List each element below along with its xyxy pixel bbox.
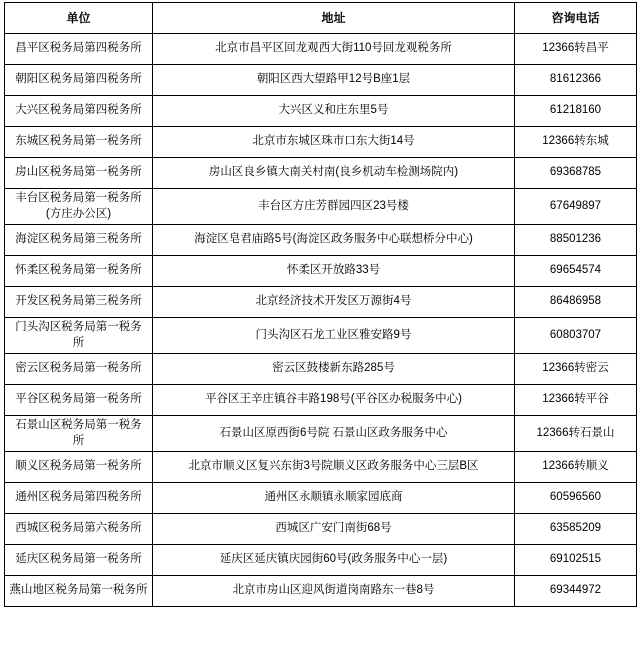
cell-address: 大兴区义和庄东里5号 (153, 96, 515, 127)
cell-address: 门头沟区石龙工业区雅安路9号 (153, 318, 515, 354)
column-header-phone: 咨询电话 (515, 3, 637, 34)
cell-phone: 69368785 (515, 158, 637, 189)
table-row (5, 225, 637, 256)
cell-phone: 86486958 (515, 287, 637, 318)
cell-unit: 东城区税务局第一税务所 (5, 127, 153, 158)
table-header (5, 3, 637, 34)
cell-phone: 60803707 (515, 318, 637, 354)
cell-unit: 房山区税务局第一税务所 (5, 158, 153, 189)
cell-unit: 朝阳区税务局第四税务所 (5, 65, 153, 96)
table-row (5, 96, 637, 127)
cell-address: 通州区永顺镇永顺家园底商 (153, 483, 515, 514)
cell-unit: 石景山区税务局第一税务 所 (5, 416, 153, 452)
table-row (5, 483, 637, 514)
cell-phone: 61218160 (515, 96, 637, 127)
table-row (5, 545, 637, 576)
cell-phone: 12366转顺义 (515, 452, 637, 483)
table-row (5, 256, 637, 287)
table-row (5, 452, 637, 483)
cell-phone: 69102515 (515, 545, 637, 576)
cell-address: 密云区鼓楼新东路285号 (153, 354, 515, 385)
cell-phone: 12366转密云 (515, 354, 637, 385)
cell-address: 平谷区王辛庄镇谷丰路198号(平谷区办税服务中心) (153, 385, 515, 416)
cell-address: 海淀区皂君庙路5号(海淀区政务服务中心联想桥分中心) (153, 225, 515, 256)
cell-unit: 通州区税务局第四税务所 (5, 483, 153, 514)
cell-address: 延庆区延庆镇庆园街60号(政务服务中心一层) (153, 545, 515, 576)
cell-address: 怀柔区开放路33号 (153, 256, 515, 287)
table-row (5, 576, 637, 607)
table-row (5, 318, 637, 354)
cell-address: 朝阳区西大望路甲12号B座1层 (153, 65, 515, 96)
cell-unit: 西城区税务局第六税务所 (5, 514, 153, 545)
cell-address: 北京市昌平区回龙观西大街110号回龙观税务所 (153, 34, 515, 65)
table-row (5, 65, 637, 96)
cell-unit: 燕山地区税务局第一税务所 (5, 576, 153, 607)
table-row (5, 189, 637, 225)
table-row (5, 354, 637, 385)
table-body (5, 34, 637, 607)
cell-phone: 63585209 (515, 514, 637, 545)
cell-address: 西城区广安门南街68号 (153, 514, 515, 545)
cell-phone: 12366转东城 (515, 127, 637, 158)
cell-address: 石景山区原西街6号院 石景山区政务服务中心 (153, 416, 515, 452)
cell-unit: 延庆区税务局第一税务所 (5, 545, 153, 576)
cell-phone: 67649897 (515, 189, 637, 225)
table-row (5, 127, 637, 158)
cell-phone: 12366转平谷 (515, 385, 637, 416)
table-row (5, 34, 637, 65)
column-header-address: 地址 (153, 3, 515, 34)
cell-address: 房山区良乡镇大南关村南(良乡机动车检测场院内) (153, 158, 515, 189)
table-row (5, 287, 637, 318)
cell-unit: 大兴区税务局第四税务所 (5, 96, 153, 127)
cell-unit: 平谷区税务局第一税务所 (5, 385, 153, 416)
cell-phone: 12366转昌平 (515, 34, 637, 65)
cell-unit: 开发区税务局第三税务所 (5, 287, 153, 318)
table-row (5, 416, 637, 452)
cell-phone: 69654574 (515, 256, 637, 287)
cell-unit: 海淀区税务局第三税务所 (5, 225, 153, 256)
cell-unit: 密云区税务局第一税务所 (5, 354, 153, 385)
cell-address: 北京市东城区珠市口东大街14号 (153, 127, 515, 158)
cell-phone: 88501236 (515, 225, 637, 256)
table-row (5, 158, 637, 189)
cell-address: 北京市房山区迎风街道岗南路东一巷8号 (153, 576, 515, 607)
column-header-unit: 单位 (5, 3, 153, 34)
header-row (5, 3, 637, 34)
cell-phone: 81612366 (515, 65, 637, 96)
table-row (5, 514, 637, 545)
cell-address: 北京经济技术开发区万源街4号 (153, 287, 515, 318)
cell-unit: 怀柔区税务局第一税务所 (5, 256, 153, 287)
cell-phone: 12366转石景山 (515, 416, 637, 452)
cell-unit: 丰台区税务局第一税务所 (方庄办公区) (5, 189, 153, 225)
cell-unit: 门头沟区税务局第一税务 所 (5, 318, 153, 354)
cell-phone: 60596560 (515, 483, 637, 514)
cell-unit: 顺义区税务局第一税务所 (5, 452, 153, 483)
tax-office-contact-table (4, 2, 637, 607)
cell-address: 北京市顺义区复兴东街3号院顺义区政务服务中心三层B区 (153, 452, 515, 483)
cell-address: 丰台区方庄芳群园四区23号楼 (153, 189, 515, 225)
cell-phone: 69344972 (515, 576, 637, 607)
table-row (5, 385, 637, 416)
cell-unit: 昌平区税务局第四税务所 (5, 34, 153, 65)
